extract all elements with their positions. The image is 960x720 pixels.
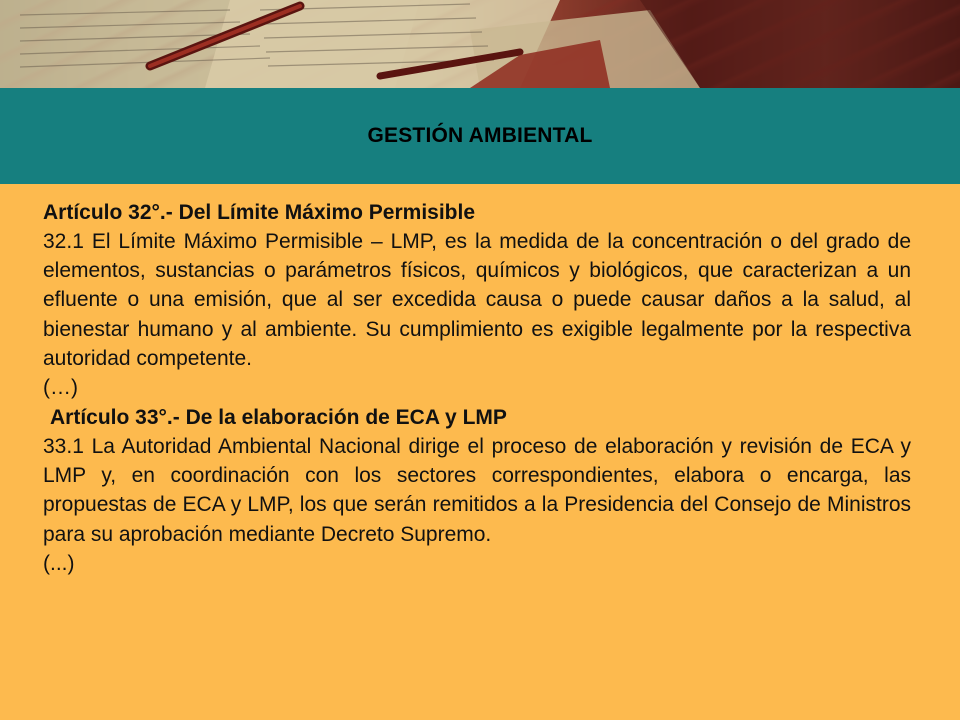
- article-33-ellipsis: (...): [43, 551, 75, 575]
- article-32-body: 32.1 El Límite Máximo Permisible – LMP, es la medida de la concentración o del grado de elementos, sustancias o parámetros físicos, químicos y biológicos, que caracterizan a un efluente o una emisión, que al ser excedida causa o puede causar daños a la salud, al bienestar humano y al ambiente. Su cumplimiento es exigible legalmente por la respectiva autoridad competente.: [43, 230, 911, 370]
- article-33-body: 33.1 La Autoridad Ambiental Nacional dirige el proceso de elaboración y revisión de ECA y LMP y, en coordinación con los sectores correspondientes, elabora o encarga, las propuestas de ECA y LMP, los que serán remitidos a la Presidencia del Consejo de Ministros para su aprobación mediante Decreto Supremo.: [43, 435, 911, 546]
- header-photo-documents-pen: [0, 0, 960, 88]
- legal-text: [43, 198, 911, 579]
- documents-pen-illustration: [0, 0, 960, 88]
- article-32-title: Artículo 32°.- Del Límite Máximo Permisible: [43, 201, 476, 224]
- article-32-ellipsis: (…): [43, 376, 78, 400]
- article-33-title: Artículo 33°.- De la elaboración de ECA y LMP: [50, 406, 507, 430]
- page-title: GESTIÓN AMBIENTAL: [367, 124, 593, 147]
